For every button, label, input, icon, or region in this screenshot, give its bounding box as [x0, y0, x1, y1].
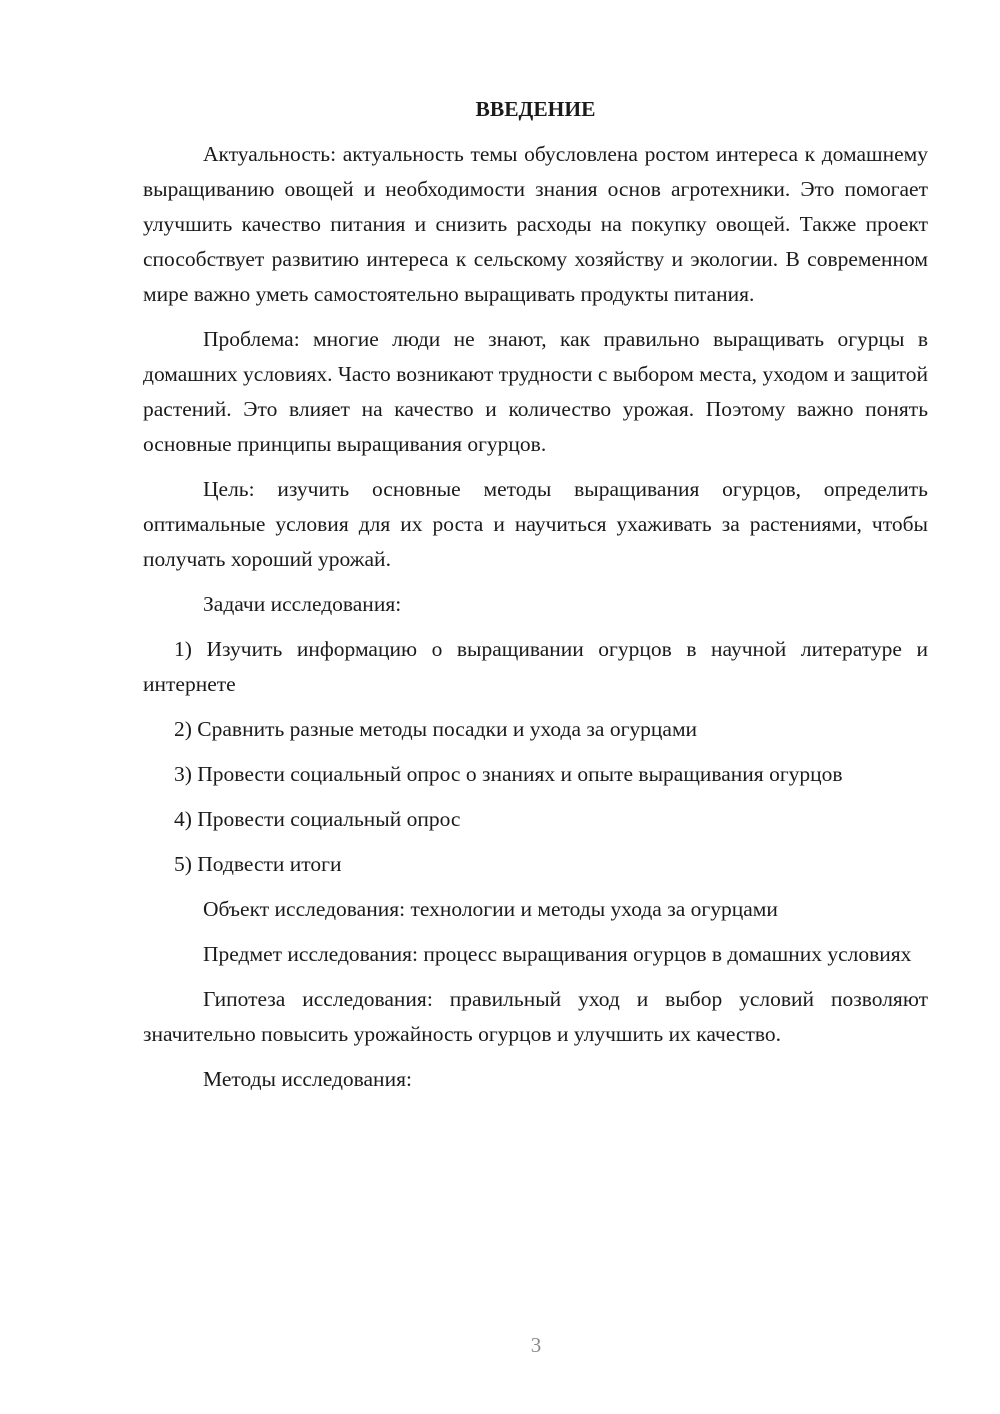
task-item-5: 5) Подвести итоги: [174, 852, 342, 876]
task-item-3: 3) Провести социальный опрос о знаниях и опыте выращивания огурцов: [174, 762, 843, 786]
paragraph-subject: Предмет исследования: процесс выращивания огурцов в домашних условиях: [203, 942, 912, 966]
paragraph-tasks-heading: Задачи исследования:: [203, 592, 402, 616]
paragraph-relevance: Актуальность: актуальность темы обусловлена ростом интереса к домашнему выращиванию овощей и необходимости знания основ агротехники. Это помогает улучшить качество питания и снизить расходы на покупку овощей. Также проект способствует развитию интереса к сельскому хозяйству и экологии. В современном мире важно уметь самостоятельно выращивать продукты питания.: [143, 142, 928, 306]
task-item-1: 1) Изучить информацию о выращивании огурцов в научной литературе и интернете: [143, 637, 928, 696]
task-item-4: 4) Провести социальный опрос: [174, 807, 461, 831]
page-number: 3: [530, 1333, 542, 1357]
task-item-2: 2) Сравнить разные методы посадки и ухода за огурцами: [174, 717, 698, 741]
paragraph-methods: Методы исследования:: [203, 1067, 412, 1091]
paragraph-object: Объект исследования: технологии и методы ухода за огурцами: [203, 897, 778, 921]
paragraph-goal: Цель: изучить основные методы выращивания огурцов, определить оптимальные условия для их роста и научиться ухаживать за растениями, чтобы получать хороший урожай.: [143, 477, 928, 571]
document-page: [143, 92, 928, 1107]
paragraph-hypothesis: Гипотеза исследования: правильный уход и выбор условий позволяют значительно повысить урожайность огурцов и улучшить их качество.: [143, 987, 928, 1046]
paragraph-problem: Проблема: многие люди не знают, как правильно выращивать огурцы в домашних условиях. Часто возникают трудности с выбором места, уходом и защитой растений. Это влияет на качество и количество урожая. Поэтому важно понять основные принципы выращивания огурцов.: [143, 327, 928, 456]
document-title: ВВЕДЕНИЕ: [475, 97, 596, 121]
